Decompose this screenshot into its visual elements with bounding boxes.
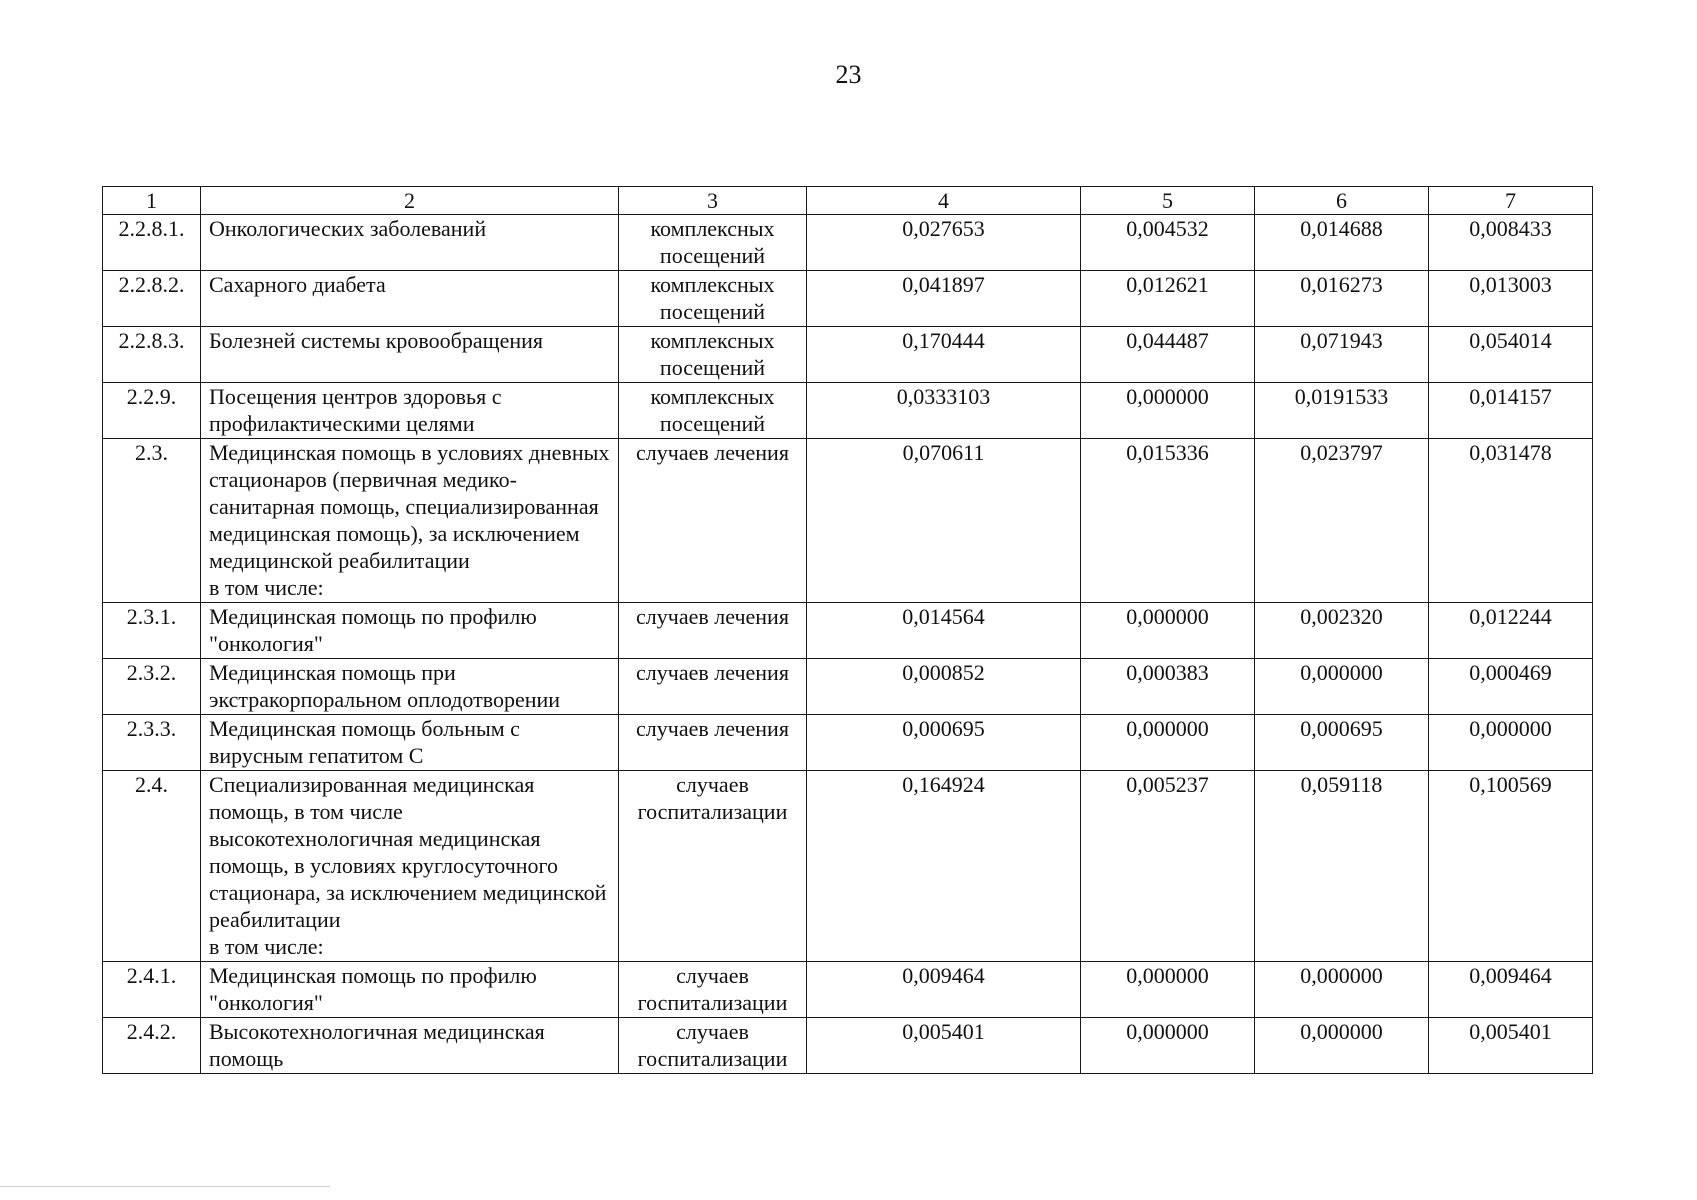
row-name-cell: Медицинская помощь по профилю "онкология" — [201, 603, 619, 659]
row-number-cell: 2.4. — [103, 771, 201, 962]
value-cell-col4: 0,027653 — [807, 215, 1081, 271]
value-cell-col5: 0,000000 — [1081, 715, 1255, 771]
value-cell-col4: 0,005401 — [807, 1018, 1081, 1074]
header-cell: 5 — [1081, 187, 1255, 215]
table-header-row — [103, 187, 1593, 215]
row-number-cell: 2.2.8.3. — [103, 327, 201, 383]
row-unit-cell: случаев лечения — [619, 603, 807, 659]
value-cell-col7: 0,008433 — [1429, 215, 1593, 271]
row-unit-cell: комплексных посещений — [619, 271, 807, 327]
row-number-cell: 2.3.1. — [103, 603, 201, 659]
value-cell-col7: 0,054014 — [1429, 327, 1593, 383]
value-cell-col5: 0,000000 — [1081, 962, 1255, 1018]
header-cell: 2 — [201, 187, 619, 215]
row-number-cell: 2.2.8.1. — [103, 215, 201, 271]
row-unit-cell: комплексных посещений — [619, 327, 807, 383]
value-cell-col6: 0,0191533 — [1255, 383, 1429, 439]
table-row — [103, 1018, 1593, 1074]
row-unit-cell: случаев госпитализации — [619, 1018, 807, 1074]
value-cell-col6: 0,000000 — [1255, 659, 1429, 715]
table-row — [103, 962, 1593, 1018]
table-row — [103, 327, 1593, 383]
row-name-cell: Высокотехнологичная медицинская помощь — [201, 1018, 619, 1074]
value-cell-col4: 0,009464 — [807, 962, 1081, 1018]
value-cell-col5: 0,004532 — [1081, 215, 1255, 271]
value-cell-col4: 0,164924 — [807, 771, 1081, 962]
header-cell: 6 — [1255, 187, 1429, 215]
value-cell-col7: 0,012244 — [1429, 603, 1593, 659]
value-cell-col5: 0,012621 — [1081, 271, 1255, 327]
row-name-cell: Медицинская помощь больным с вирусным гепатитом С — [201, 715, 619, 771]
row-name-cell: Медицинская помощь при экстракорпоральном оплодотворении — [201, 659, 619, 715]
header-cell: 3 — [619, 187, 807, 215]
value-cell-col5: 0,000383 — [1081, 659, 1255, 715]
value-cell-col4: 0,041897 — [807, 271, 1081, 327]
row-name-cell: Медицинская помощь в условиях дневных стационаров (первичная медико-санитарная помощь, специализированная медицинская помощь), за исключением медицинской реабилитации в том числе: — [201, 439, 619, 603]
row-number-cell: 2.2.9. — [103, 383, 201, 439]
row-number-cell: 2.3.2. — [103, 659, 201, 715]
value-cell-col6: 0,016273 — [1255, 271, 1429, 327]
row-number-cell: 2.4.2. — [103, 1018, 201, 1074]
row-unit-cell: случаев лечения — [619, 659, 807, 715]
value-cell-col6: 0,059118 — [1255, 771, 1429, 962]
value-cell-col5: 0,000000 — [1081, 1018, 1255, 1074]
value-cell-col6: 0,071943 — [1255, 327, 1429, 383]
row-number-cell: 2.3. — [103, 439, 201, 603]
row-number-cell: 2.2.8.2. — [103, 271, 201, 327]
header-cell: 7 — [1429, 187, 1593, 215]
row-name-cell: Онкологических заболеваний — [201, 215, 619, 271]
row-unit-cell: комплексных посещений — [619, 383, 807, 439]
table-row — [103, 215, 1593, 271]
table-row — [103, 383, 1593, 439]
value-cell-col7: 0,005401 — [1429, 1018, 1593, 1074]
row-unit-cell: случаев лечения — [619, 439, 807, 603]
value-cell-col4: 0,000852 — [807, 659, 1081, 715]
value-cell-col6: 0,023797 — [1255, 439, 1429, 603]
row-unit-cell: комплексных посещений — [619, 215, 807, 271]
table-row — [103, 439, 1593, 603]
header-cell: 4 — [807, 187, 1081, 215]
data-table — [102, 186, 1593, 1074]
value-cell-col6: 0,000695 — [1255, 715, 1429, 771]
value-cell-col6: 0,000000 — [1255, 1018, 1429, 1074]
value-cell-col6: 0,014688 — [1255, 215, 1429, 271]
page-number: 23 — [835, 60, 862, 89]
value-cell-col5: 0,015336 — [1081, 439, 1255, 603]
table-row — [103, 271, 1593, 327]
value-cell-col5: 0,000000 — [1081, 383, 1255, 439]
value-cell-col7: 0,014157 — [1429, 383, 1593, 439]
row-name-cell: Сахарного диабета — [201, 271, 619, 327]
value-cell-col7: 0,031478 — [1429, 439, 1593, 603]
row-name-cell: Болезней системы кровообращения — [201, 327, 619, 383]
scan-artifact-line — [0, 1186, 330, 1187]
value-cell-col6: 0,000000 — [1255, 962, 1429, 1018]
header-cell: 1 — [103, 187, 201, 215]
row-unit-cell: случаев госпитализации — [619, 962, 807, 1018]
value-cell-col7: 0,100569 — [1429, 771, 1593, 962]
value-cell-col4: 0,070611 — [807, 439, 1081, 603]
row-name-cell: Специализированная медицинская помощь, в том числе высокотехнологичная медицинская помощь, в условиях круглосуточного стационара, за исключением медицинской реабилитации в том числе: — [201, 771, 619, 962]
value-cell-col6: 0,002320 — [1255, 603, 1429, 659]
table-row — [103, 603, 1593, 659]
value-cell-col4: 0,170444 — [807, 327, 1081, 383]
table-row — [103, 715, 1593, 771]
row-name-cell: Посещения центров здоровья с профилактическими целями — [201, 383, 619, 439]
value-cell-col7: 0,013003 — [1429, 271, 1593, 327]
value-cell-col7: 0,000469 — [1429, 659, 1593, 715]
value-cell-col4: 0,0333103 — [807, 383, 1081, 439]
value-cell-col4: 0,000695 — [807, 715, 1081, 771]
row-name-cell: Медицинская помощь по профилю "онкология" — [201, 962, 619, 1018]
row-number-cell: 2.4.1. — [103, 962, 201, 1018]
value-cell-col4: 0,014564 — [807, 603, 1081, 659]
row-number-cell: 2.3.3. — [103, 715, 201, 771]
value-cell-col7: 0,009464 — [1429, 962, 1593, 1018]
table-row — [103, 659, 1593, 715]
value-cell-col7: 0,000000 — [1429, 715, 1593, 771]
table-row — [103, 771, 1593, 962]
value-cell-col5: 0,005237 — [1081, 771, 1255, 962]
row-unit-cell: случаев госпитализации — [619, 771, 807, 962]
row-unit-cell: случаев лечения — [619, 715, 807, 771]
value-cell-col5: 0,000000 — [1081, 603, 1255, 659]
value-cell-col5: 0,044487 — [1081, 327, 1255, 383]
